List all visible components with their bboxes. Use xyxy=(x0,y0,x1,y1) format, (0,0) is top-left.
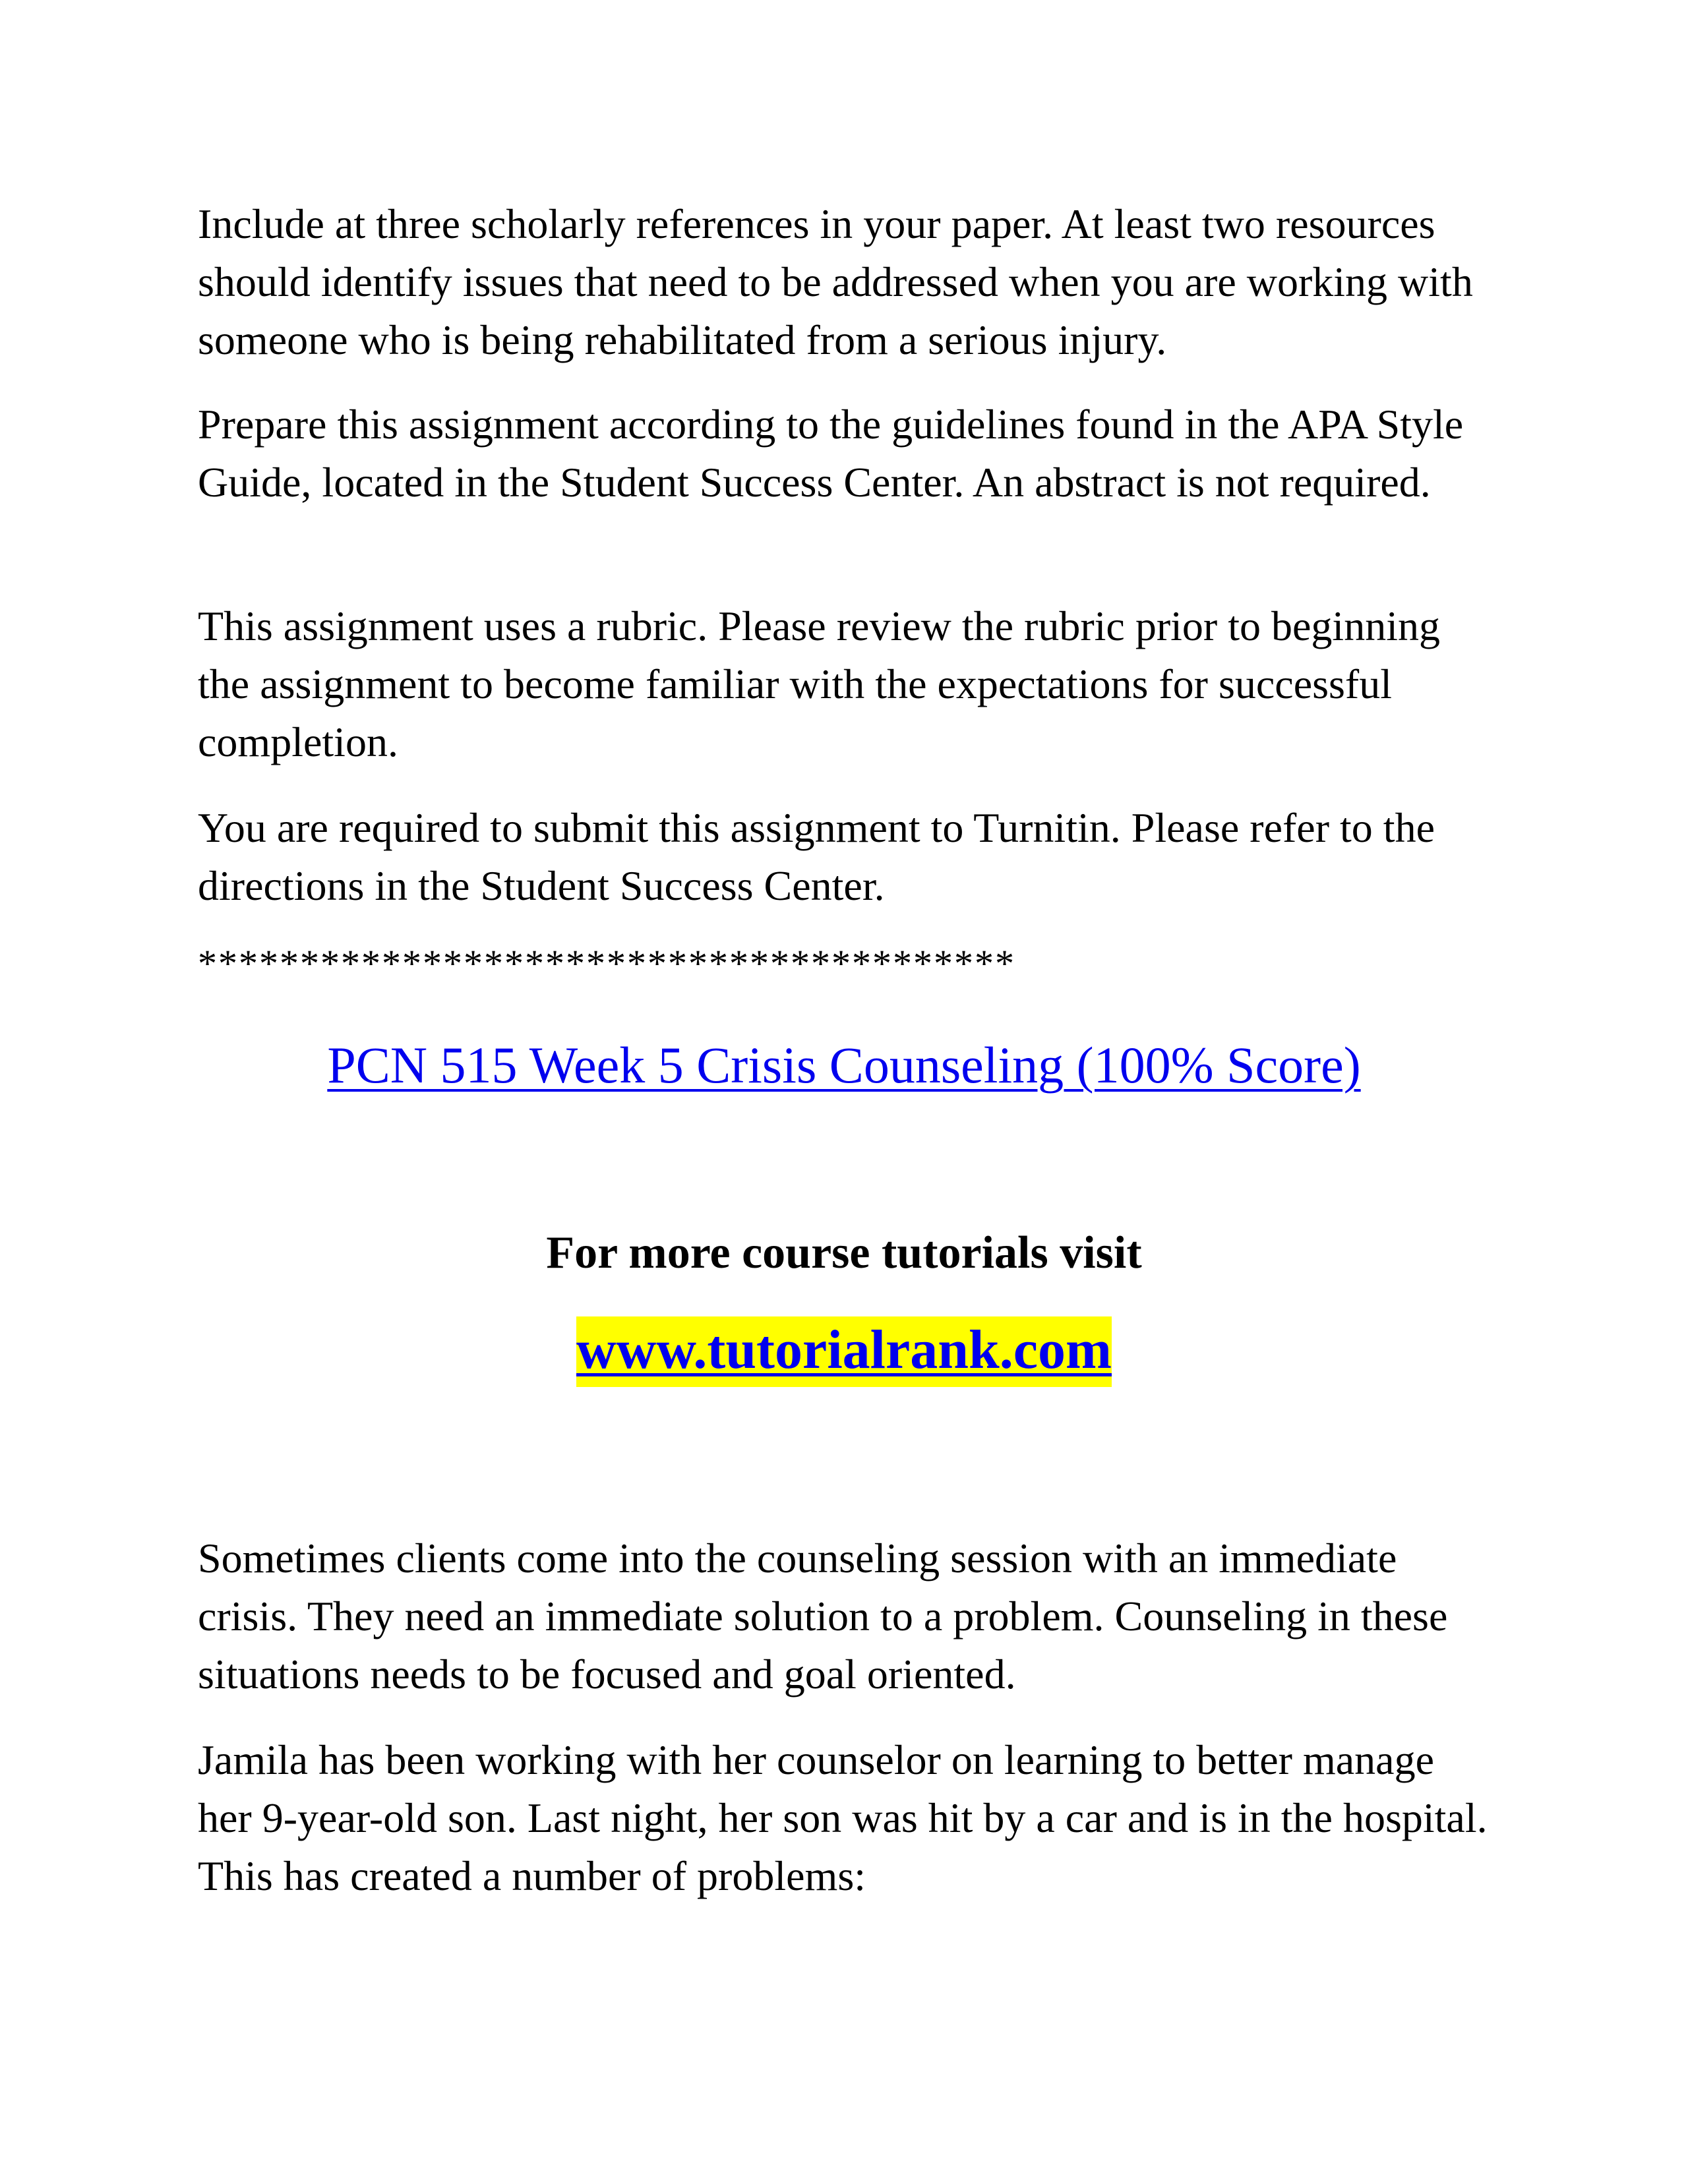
course-title-link[interactable]: PCN 515 Week 5 Crisis Counseling (100% Score) xyxy=(327,1036,1361,1094)
course-title-link-container xyxy=(0,1032,1688,1098)
paragraph-references: Include at three scholarly references in your paper. At least two resources should identify issues that need to be addressed when you are working with someone who is being rehabilitated from a serious injury. xyxy=(198,200,1473,363)
paragraph-crisis-intro: Sometimes clients come into the counseling session with an immediate crisis. They need an immediate solution to a problem. Counseling in these situations needs to be focused and goal oriented. xyxy=(198,1535,1448,1697)
paragraph-apa-guidelines: Prepare this assignment according to the guidelines found in the APA Style Guide, located in the Student Success Center. An abstract is not required. xyxy=(198,401,1464,506)
paragraph-jamila-case: Jamila has been working with her counselor on learning to better manage her 9-year-old son. Last night, her son was hit by a car and is in the hospital. This has created a number of problems: xyxy=(198,1736,1488,1899)
tutorialrank-link[interactable]: www.tutorialrank.com xyxy=(576,1316,1112,1387)
paragraph-rubric: This assignment uses a rubric. Please review the rubric prior to beginning the assignment to become familiar with the expectations for successful completion. xyxy=(198,603,1440,765)
site-link-container xyxy=(0,1317,1688,1383)
visit-heading: For more course tutorials visit xyxy=(546,1227,1142,1278)
paragraph-turnitin: You are required to submit this assignment to Turnitin. Please refer to the directions in the Student Success Center. xyxy=(198,804,1435,909)
separator-asterisks: **************************************** xyxy=(198,942,1015,985)
